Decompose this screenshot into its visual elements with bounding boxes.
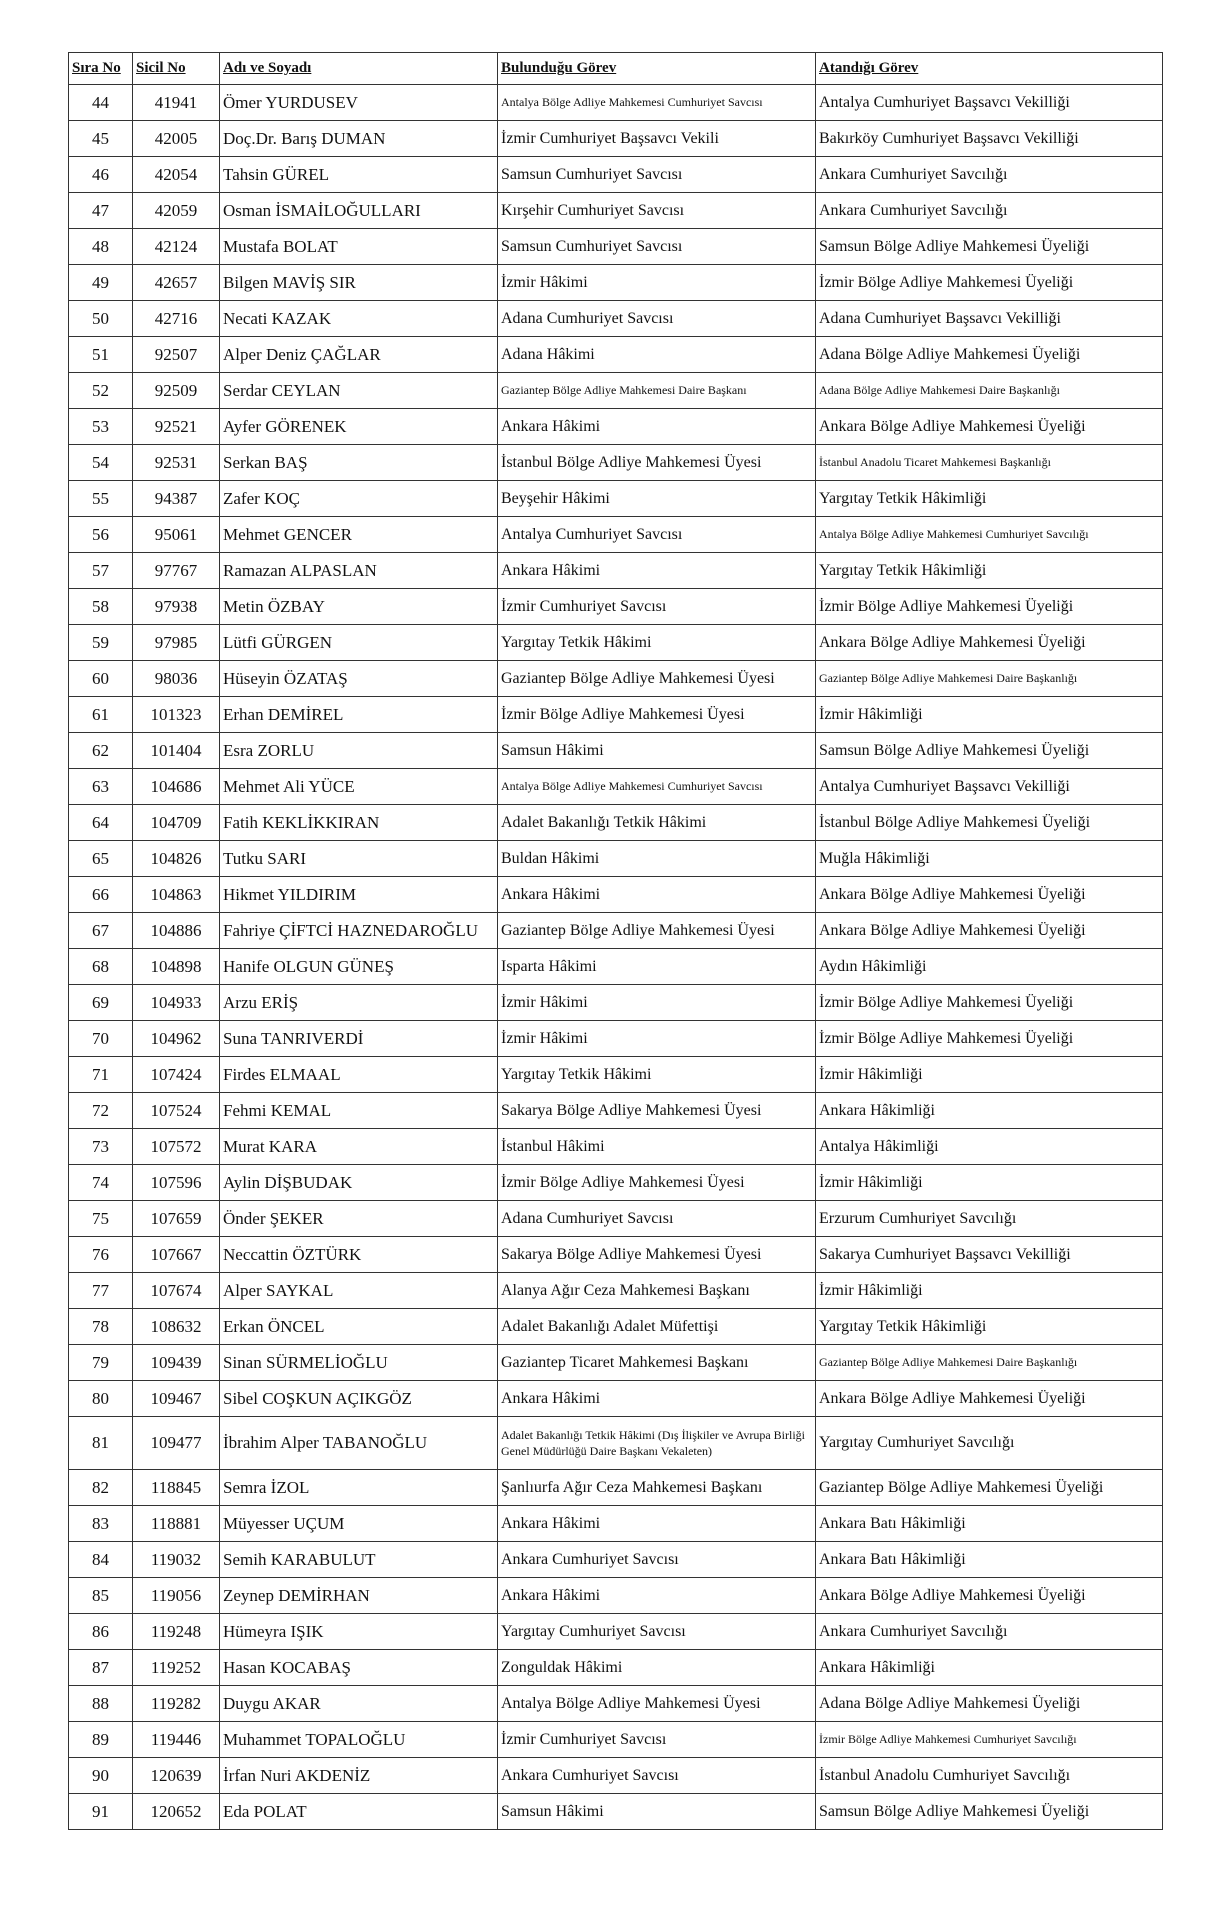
table-row [69, 1057, 1163, 1093]
cell-adi-soyadi: Bilgen MAVİŞ SIR [220, 265, 498, 301]
header-atandigi-gorev: Atandığı Görev [816, 53, 1163, 85]
table-row [69, 1417, 1163, 1470]
table-row [69, 805, 1163, 841]
cell-sira-no: 70 [69, 1021, 133, 1057]
table-body [69, 85, 1163, 1830]
cell-atandigi-gorev: Yargıtay Tetkik Hâkimliği [816, 481, 1163, 517]
cell-sira-no: 62 [69, 733, 133, 769]
table-row [69, 733, 1163, 769]
cell-sira-no: 53 [69, 409, 133, 445]
cell-adi-soyadi: Serkan BAŞ [220, 445, 498, 481]
cell-sira-no: 89 [69, 1722, 133, 1758]
cell-sicil-no: 42124 [133, 229, 220, 265]
cell-atandigi-gorev: Ankara Bölge Adliye Mahkemesi Üyeliği [816, 877, 1163, 913]
cell-atandigi-gorev: Ankara Cumhuriyet Savcılığı [816, 157, 1163, 193]
header-sicil-no: Sicil No [133, 53, 220, 85]
table-row [69, 841, 1163, 877]
cell-sicil-no: 118845 [133, 1470, 220, 1506]
cell-adi-soyadi: Mehmet Ali YÜCE [220, 769, 498, 805]
cell-adi-soyadi: Alper Deniz ÇAĞLAR [220, 337, 498, 373]
table-row [69, 625, 1163, 661]
cell-sira-no: 64 [69, 805, 133, 841]
cell-sira-no: 56 [69, 517, 133, 553]
cell-sicil-no: 119056 [133, 1578, 220, 1614]
cell-sira-no: 90 [69, 1758, 133, 1794]
cell-adi-soyadi: Duygu AKAR [220, 1686, 498, 1722]
cell-sira-no: 91 [69, 1794, 133, 1830]
cell-adi-soyadi: Firdes ELMAAL [220, 1057, 498, 1093]
cell-atandigi-gorev: İzmir Hâkimliği [816, 697, 1163, 733]
cell-adi-soyadi: Semra İZOL [220, 1470, 498, 1506]
table-row [69, 517, 1163, 553]
cell-bulundugu-gorev: Kırşehir Cumhuriyet Savcısı [498, 193, 816, 229]
cell-sira-no: 82 [69, 1470, 133, 1506]
cell-atandigi-gorev: İzmir Bölge Adliye Mahkemesi Üyeliği [816, 1021, 1163, 1057]
cell-sicil-no: 42716 [133, 301, 220, 337]
cell-atandigi-gorev: Gaziantep Bölge Adliye Mahkemesi Üyeliği [816, 1470, 1163, 1506]
cell-bulundugu-gorev: Antalya Cumhuriyet Savcısı [498, 517, 816, 553]
cell-bulundugu-gorev: Yargıtay Cumhuriyet Savcısı [498, 1614, 816, 1650]
cell-sira-no: 61 [69, 697, 133, 733]
cell-sicil-no: 42005 [133, 121, 220, 157]
cell-bulundugu-gorev: Sakarya Bölge Adliye Mahkemesi Üyesi [498, 1093, 816, 1129]
cell-adi-soyadi: Metin ÖZBAY [220, 589, 498, 625]
cell-atandigi-gorev: İstanbul Bölge Adliye Mahkemesi Üyeliği [816, 805, 1163, 841]
cell-sicil-no: 94387 [133, 481, 220, 517]
cell-sira-no: 81 [69, 1417, 133, 1470]
cell-bulundugu-gorev: Ankara Hâkimi [498, 877, 816, 913]
cell-bulundugu-gorev: Gaziantep Bölge Adliye Mahkemesi Üyesi [498, 661, 816, 697]
table-row [69, 481, 1163, 517]
cell-sicil-no: 109477 [133, 1417, 220, 1470]
cell-bulundugu-gorev: İzmir Hâkimi [498, 1021, 816, 1057]
cell-sira-no: 52 [69, 373, 133, 409]
cell-adi-soyadi: Osman İSMAİLOĞULLARI [220, 193, 498, 229]
cell-atandigi-gorev: Ankara Batı Hâkimliği [816, 1506, 1163, 1542]
cell-atandigi-gorev: Samsun Bölge Adliye Mahkemesi Üyeliği [816, 229, 1163, 265]
cell-sira-no: 73 [69, 1129, 133, 1165]
table-row [69, 373, 1163, 409]
cell-adi-soyadi: Fatih KEKLİKKIRAN [220, 805, 498, 841]
cell-sira-no: 46 [69, 157, 133, 193]
cell-adi-soyadi: Zafer KOÇ [220, 481, 498, 517]
cell-atandigi-gorev: İzmir Bölge Adliye Mahkemesi Üyeliği [816, 589, 1163, 625]
cell-adi-soyadi: Müyesser UÇUM [220, 1506, 498, 1542]
cell-sicil-no: 119252 [133, 1650, 220, 1686]
cell-sicil-no: 104962 [133, 1021, 220, 1057]
cell-adi-soyadi: Muhammet TOPALOĞLU [220, 1722, 498, 1758]
cell-adi-soyadi: Erkan ÖNCEL [220, 1309, 498, 1345]
cell-sicil-no: 41941 [133, 85, 220, 121]
cell-sira-no: 48 [69, 229, 133, 265]
cell-atandigi-gorev: Ankara Cumhuriyet Savcılığı [816, 193, 1163, 229]
table-row [69, 1506, 1163, 1542]
cell-bulundugu-gorev: Ankara Hâkimi [498, 409, 816, 445]
cell-bulundugu-gorev: Samsun Cumhuriyet Savcısı [498, 229, 816, 265]
cell-sicil-no: 107524 [133, 1093, 220, 1129]
cell-bulundugu-gorev: İzmir Cumhuriyet Savcısı [498, 589, 816, 625]
cell-atandigi-gorev: İstanbul Anadolu Cumhuriyet Savcılığı [816, 1758, 1163, 1794]
cell-bulundugu-gorev: Adana Hâkimi [498, 337, 816, 373]
cell-sira-no: 55 [69, 481, 133, 517]
cell-sira-no: 57 [69, 553, 133, 589]
cell-bulundugu-gorev: Ankara Cumhuriyet Savcısı [498, 1758, 816, 1794]
header-adi-soyadi: Adı ve Soyadı [220, 53, 498, 85]
cell-sicil-no: 107424 [133, 1057, 220, 1093]
cell-sicil-no: 42059 [133, 193, 220, 229]
cell-sicil-no: 101404 [133, 733, 220, 769]
table-row [69, 1165, 1163, 1201]
cell-bulundugu-gorev: Beyşehir Hâkimi [498, 481, 816, 517]
cell-sicil-no: 109467 [133, 1381, 220, 1417]
cell-adi-soyadi: Murat KARA [220, 1129, 498, 1165]
cell-atandigi-gorev: Antalya Hâkimliği [816, 1129, 1163, 1165]
cell-adi-soyadi: Sibel COŞKUN AÇIKGÖZ [220, 1381, 498, 1417]
cell-atandigi-gorev: İzmir Hâkimliği [816, 1165, 1163, 1201]
header-bulundugu-gorev: Bulunduğu Görev [498, 53, 816, 85]
cell-sicil-no: 104863 [133, 877, 220, 913]
table-row [69, 229, 1163, 265]
cell-bulundugu-gorev: Gaziantep Ticaret Mahkemesi Başkanı [498, 1345, 816, 1381]
cell-adi-soyadi: Ayfer GÖRENEK [220, 409, 498, 445]
cell-atandigi-gorev: Ankara Cumhuriyet Savcılığı [816, 1614, 1163, 1650]
cell-adi-soyadi: Esra ZORLU [220, 733, 498, 769]
cell-sira-no: 58 [69, 589, 133, 625]
cell-sira-no: 51 [69, 337, 133, 373]
cell-bulundugu-gorev: Samsun Cumhuriyet Savcısı [498, 157, 816, 193]
cell-bulundugu-gorev: Zonguldak Hâkimi [498, 1650, 816, 1686]
cell-sicil-no: 92507 [133, 337, 220, 373]
cell-bulundugu-gorev: Gaziantep Bölge Adliye Mahkemesi Daire Başkanı [498, 373, 816, 409]
cell-sira-no: 69 [69, 985, 133, 1021]
cell-sicil-no: 97938 [133, 589, 220, 625]
cell-bulundugu-gorev: Yargıtay Tetkik Hâkimi [498, 625, 816, 661]
cell-atandigi-gorev: İzmir Hâkimliği [816, 1057, 1163, 1093]
cell-sicil-no: 109439 [133, 1345, 220, 1381]
cell-sicil-no: 97985 [133, 625, 220, 661]
cell-bulundugu-gorev: İzmir Cumhuriyet Başsavcı Vekili [498, 121, 816, 157]
cell-bulundugu-gorev: İzmir Cumhuriyet Savcısı [498, 1722, 816, 1758]
cell-adi-soyadi: Ömer YURDUSEV [220, 85, 498, 121]
table-row [69, 121, 1163, 157]
cell-atandigi-gorev: Ankara Bölge Adliye Mahkemesi Üyeliği [816, 409, 1163, 445]
cell-sira-no: 78 [69, 1309, 133, 1345]
cell-atandigi-gorev: Ankara Hâkimliği [816, 1650, 1163, 1686]
cell-bulundugu-gorev: Samsun Hâkimi [498, 733, 816, 769]
header-sira-no: Sıra No [69, 53, 133, 85]
cell-adi-soyadi: Erhan DEMİREL [220, 697, 498, 733]
cell-atandigi-gorev: Adana Bölge Adliye Mahkemesi Daire Başkanlığı [816, 373, 1163, 409]
table-row [69, 1309, 1163, 1345]
cell-sira-no: 86 [69, 1614, 133, 1650]
cell-sicil-no: 97767 [133, 553, 220, 589]
cell-bulundugu-gorev: Adalet Bakanlığı Tetkik Hâkimi [498, 805, 816, 841]
cell-bulundugu-gorev: Adana Cumhuriyet Savcısı [498, 301, 816, 337]
cell-bulundugu-gorev: Ankara Hâkimi [498, 553, 816, 589]
cell-adi-soyadi: Lütfi GÜRGEN [220, 625, 498, 661]
table-row [69, 877, 1163, 913]
appointment-table [68, 52, 1163, 1830]
cell-adi-soyadi: Hümeyra IŞIK [220, 1614, 498, 1650]
cell-sira-no: 79 [69, 1345, 133, 1381]
cell-bulundugu-gorev: Ankara Cumhuriyet Savcısı [498, 1542, 816, 1578]
cell-sira-no: 67 [69, 913, 133, 949]
cell-adi-soyadi: Zeynep DEMİRHAN [220, 1578, 498, 1614]
cell-adi-soyadi: Semih KARABULUT [220, 1542, 498, 1578]
table-row [69, 913, 1163, 949]
cell-atandigi-gorev: Muğla Hâkimliği [816, 841, 1163, 877]
table-row [69, 985, 1163, 1021]
cell-bulundugu-gorev: İzmir Hâkimi [498, 265, 816, 301]
cell-sicil-no: 92521 [133, 409, 220, 445]
cell-sicil-no: 118881 [133, 1506, 220, 1542]
cell-atandigi-gorev: İzmir Bölge Adliye Mahkemesi Üyeliği [816, 985, 1163, 1021]
cell-adi-soyadi: Sinan SÜRMELİOĞLU [220, 1345, 498, 1381]
cell-atandigi-gorev: Ankara Hâkimliği [816, 1093, 1163, 1129]
cell-sicil-no: 119248 [133, 1614, 220, 1650]
table-row [69, 697, 1163, 733]
cell-sira-no: 47 [69, 193, 133, 229]
cell-adi-soyadi: Arzu ERİŞ [220, 985, 498, 1021]
cell-bulundugu-gorev: Gaziantep Bölge Adliye Mahkemesi Üyesi [498, 913, 816, 949]
cell-sira-no: 63 [69, 769, 133, 805]
cell-adi-soyadi: Hüseyin ÖZATAŞ [220, 661, 498, 697]
cell-sira-no: 60 [69, 661, 133, 697]
cell-sicil-no: 107572 [133, 1129, 220, 1165]
cell-atandigi-gorev: Antalya Cumhuriyet Başsavcı Vekilliği [816, 769, 1163, 805]
cell-sicil-no: 42054 [133, 157, 220, 193]
table-row [69, 553, 1163, 589]
cell-sicil-no: 119446 [133, 1722, 220, 1758]
cell-sira-no: 84 [69, 1542, 133, 1578]
table-row [69, 1722, 1163, 1758]
cell-adi-soyadi: Mustafa BOLAT [220, 229, 498, 265]
cell-adi-soyadi: Mehmet GENCER [220, 517, 498, 553]
cell-adi-soyadi: Tahsin GÜREL [220, 157, 498, 193]
cell-bulundugu-gorev: İzmir Hâkimi [498, 985, 816, 1021]
cell-atandigi-gorev: Ankara Bölge Adliye Mahkemesi Üyeliği [816, 913, 1163, 949]
cell-sira-no: 85 [69, 1578, 133, 1614]
cell-adi-soyadi: Necati KAZAK [220, 301, 498, 337]
cell-adi-soyadi: Hikmet YILDIRIM [220, 877, 498, 913]
cell-sira-no: 44 [69, 85, 133, 121]
cell-bulundugu-gorev [498, 1417, 816, 1470]
cell-atandigi-gorev: İzmir Hâkimliği [816, 1273, 1163, 1309]
table-row [69, 1650, 1163, 1686]
cell-atandigi-gorev: Antalya Bölge Adliye Mahkemesi Cumhuriyet Savcılığı [816, 517, 1163, 553]
cell-atandigi-gorev: İzmir Bölge Adliye Mahkemesi Üyeliği [816, 265, 1163, 301]
cell-sicil-no: 98036 [133, 661, 220, 697]
cell-sicil-no: 104886 [133, 913, 220, 949]
table-row [69, 1021, 1163, 1057]
cell-bulundugu-gorev: İzmir Bölge Adliye Mahkemesi Üyesi [498, 1165, 816, 1201]
cell-sira-no: 65 [69, 841, 133, 877]
cell-bulundugu-gorev: Ankara Hâkimi [498, 1578, 816, 1614]
cell-bulundugu-gorev: Samsun Hâkimi [498, 1794, 816, 1830]
table-row [69, 1542, 1163, 1578]
cell-adi-soyadi: İbrahim Alper TABANOĞLU [220, 1417, 498, 1470]
cell-sira-no: 75 [69, 1201, 133, 1237]
cell-bulundugu-gorev: Yargıtay Tetkik Hâkimi [498, 1057, 816, 1093]
cell-sicil-no: 104826 [133, 841, 220, 877]
table-row [69, 1237, 1163, 1273]
cell-atandigi-gorev: Bakırköy Cumhuriyet Başsavcı Vekilliği [816, 121, 1163, 157]
cell-atandigi-gorev: Yargıtay Tetkik Hâkimliği [816, 553, 1163, 589]
table-row [69, 1201, 1163, 1237]
cell-sicil-no: 107674 [133, 1273, 220, 1309]
cell-adi-soyadi: Serdar CEYLAN [220, 373, 498, 409]
table-row [69, 949, 1163, 985]
table-row [69, 157, 1163, 193]
cell-bulundugu-gorev: Antalya Bölge Adliye Mahkemesi Cumhuriyet Savcısı [498, 769, 816, 805]
cell-bulundugu-gorev: İstanbul Hâkimi [498, 1129, 816, 1165]
cell-adi-soyadi: Neccattin ÖZTÜRK [220, 1237, 498, 1273]
cell-atandigi-gorev: İzmir Bölge Adliye Mahkemesi Cumhuriyet Savcılığı [816, 1722, 1163, 1758]
cell-sicil-no: 42657 [133, 265, 220, 301]
table-row [69, 1093, 1163, 1129]
cell-sira-no: 49 [69, 265, 133, 301]
cell-atandigi-gorev: Samsun Bölge Adliye Mahkemesi Üyeliği [816, 1794, 1163, 1830]
cell-adi-soyadi: Suna TANRIVERDİ [220, 1021, 498, 1057]
cell-sira-no: 45 [69, 121, 133, 157]
cell-atandigi-gorev: Antalya Cumhuriyet Başsavcı Vekilliği [816, 85, 1163, 121]
cell-text: Adalet Bakanlığı Tetkik Hâkimi (Dış İlişkiler ve Avrupa Birliği Genel Müdürlüğü Daire Başkanı Vekaleten) [501, 1428, 805, 1458]
cell-bulundugu-gorev: Buldan Hâkimi [498, 841, 816, 877]
cell-bulundugu-gorev: İstanbul Bölge Adliye Mahkemesi Üyesi [498, 445, 816, 481]
cell-atandigi-gorev: Ankara Bölge Adliye Mahkemesi Üyeliği [816, 1381, 1163, 1417]
cell-sicil-no: 104686 [133, 769, 220, 805]
table-row [69, 1614, 1163, 1650]
cell-atandigi-gorev: Adana Bölge Adliye Mahkemesi Üyeliği [816, 337, 1163, 373]
table-row [69, 1794, 1163, 1830]
cell-sicil-no: 104709 [133, 805, 220, 841]
cell-atandigi-gorev: Yargıtay Tetkik Hâkimliği [816, 1309, 1163, 1345]
cell-sicil-no: 107667 [133, 1237, 220, 1273]
cell-sicil-no: 92531 [133, 445, 220, 481]
cell-adi-soyadi: Doç.Dr. Barış DUMAN [220, 121, 498, 157]
cell-atandigi-gorev: Gaziantep Bölge Adliye Mahkemesi Daire Başkanlığı [816, 661, 1163, 697]
cell-bulundugu-gorev: Adalet Bakanlığı Adalet Müfettişi [498, 1309, 816, 1345]
cell-sicil-no: 119032 [133, 1542, 220, 1578]
cell-bulundugu-gorev: Adana Cumhuriyet Savcısı [498, 1201, 816, 1237]
cell-sira-no: 76 [69, 1237, 133, 1273]
cell-sicil-no: 101323 [133, 697, 220, 733]
cell-adi-soyadi: Ramazan ALPASLAN [220, 553, 498, 589]
table-row [69, 1686, 1163, 1722]
cell-atandigi-gorev: Ankara Batı Hâkimliği [816, 1542, 1163, 1578]
cell-bulundugu-gorev: Isparta Hâkimi [498, 949, 816, 985]
table-row [69, 769, 1163, 805]
cell-sira-no: 50 [69, 301, 133, 337]
cell-adi-soyadi: Eda POLAT [220, 1794, 498, 1830]
table-row [69, 409, 1163, 445]
table-row [69, 1345, 1163, 1381]
cell-bulundugu-gorev: İzmir Bölge Adliye Mahkemesi Üyesi [498, 697, 816, 733]
table-row [69, 265, 1163, 301]
cell-atandigi-gorev: Adana Bölge Adliye Mahkemesi Üyeliği [816, 1686, 1163, 1722]
cell-adi-soyadi: Fahriye ÇİFTCİ HAZNEDAROĞLU [220, 913, 498, 949]
cell-sira-no: 80 [69, 1381, 133, 1417]
table-row [69, 589, 1163, 625]
cell-atandigi-gorev: İstanbul Anadolu Ticaret Mahkemesi Başkanlığı [816, 445, 1163, 481]
cell-adi-soyadi: Tutku SARI [220, 841, 498, 877]
cell-bulundugu-gorev: Şanlıurfa Ağır Ceza Mahkemesi Başkanı [498, 1470, 816, 1506]
cell-adi-soyadi: Önder ŞEKER [220, 1201, 498, 1237]
cell-sicil-no: 108632 [133, 1309, 220, 1345]
table-row [69, 337, 1163, 373]
cell-sira-no: 71 [69, 1057, 133, 1093]
cell-adi-soyadi: Alper SAYKAL [220, 1273, 498, 1309]
cell-sicil-no: 92509 [133, 373, 220, 409]
cell-sicil-no: 104898 [133, 949, 220, 985]
table-header-row [69, 53, 1163, 85]
cell-atandigi-gorev: Ankara Bölge Adliye Mahkemesi Üyeliği [816, 625, 1163, 661]
cell-sicil-no: 119282 [133, 1686, 220, 1722]
table-row [69, 193, 1163, 229]
cell-sira-no: 68 [69, 949, 133, 985]
cell-adi-soyadi: Fehmi KEMAL [220, 1093, 498, 1129]
cell-sira-no: 74 [69, 1165, 133, 1201]
cell-sira-no: 77 [69, 1273, 133, 1309]
cell-adi-soyadi: Hanife OLGUN GÜNEŞ [220, 949, 498, 985]
table-row [69, 1381, 1163, 1417]
cell-adi-soyadi: Aylin DİŞBUDAK [220, 1165, 498, 1201]
cell-sicil-no: 107659 [133, 1201, 220, 1237]
cell-sicil-no: 104933 [133, 985, 220, 1021]
table-row [69, 301, 1163, 337]
table-row [69, 1129, 1163, 1165]
cell-sira-no: 59 [69, 625, 133, 661]
cell-bulundugu-gorev: Antalya Bölge Adliye Mahkemesi Cumhuriyet Savcısı [498, 85, 816, 121]
table-row [69, 661, 1163, 697]
cell-sira-no: 88 [69, 1686, 133, 1722]
cell-adi-soyadi: İrfan Nuri AKDENİZ [220, 1758, 498, 1794]
cell-atandigi-gorev: Samsun Bölge Adliye Mahkemesi Üyeliği [816, 733, 1163, 769]
cell-sicil-no: 120652 [133, 1794, 220, 1830]
table-row [69, 85, 1163, 121]
cell-atandigi-gorev: Sakarya Cumhuriyet Başsavcı Vekilliği [816, 1237, 1163, 1273]
cell-sira-no: 54 [69, 445, 133, 481]
cell-bulundugu-gorev: Ankara Hâkimi [498, 1381, 816, 1417]
cell-sira-no: 72 [69, 1093, 133, 1129]
cell-sira-no: 87 [69, 1650, 133, 1686]
cell-atandigi-gorev: Adana Cumhuriyet Başsavcı Vekilliği [816, 301, 1163, 337]
table-row [69, 1758, 1163, 1794]
table-row [69, 1578, 1163, 1614]
cell-atandigi-gorev: Aydın Hâkimliği [816, 949, 1163, 985]
cell-atandigi-gorev: Yargıtay Cumhuriyet Savcılığı [816, 1417, 1163, 1470]
table-row [69, 1470, 1163, 1506]
cell-bulundugu-gorev: Ankara Hâkimi [498, 1506, 816, 1542]
cell-atandigi-gorev: Erzurum Cumhuriyet Savcılığı [816, 1201, 1163, 1237]
cell-atandigi-gorev: Ankara Bölge Adliye Mahkemesi Üyeliği [816, 1578, 1163, 1614]
cell-atandigi-gorev: Gaziantep Bölge Adliye Mahkemesi Daire Başkanlığı [816, 1345, 1163, 1381]
cell-sicil-no: 95061 [133, 517, 220, 553]
cell-sira-no: 66 [69, 877, 133, 913]
cell-bulundugu-gorev: Antalya Bölge Adliye Mahkemesi Üyesi [498, 1686, 816, 1722]
cell-sicil-no: 107596 [133, 1165, 220, 1201]
cell-sira-no: 83 [69, 1506, 133, 1542]
table-row [69, 1273, 1163, 1309]
cell-adi-soyadi: Hasan KOCABAŞ [220, 1650, 498, 1686]
table-row [69, 445, 1163, 481]
cell-sicil-no: 120639 [133, 1758, 220, 1794]
cell-bulundugu-gorev: Alanya Ağır Ceza Mahkemesi Başkanı [498, 1273, 816, 1309]
cell-bulundugu-gorev: Sakarya Bölge Adliye Mahkemesi Üyesi [498, 1237, 816, 1273]
